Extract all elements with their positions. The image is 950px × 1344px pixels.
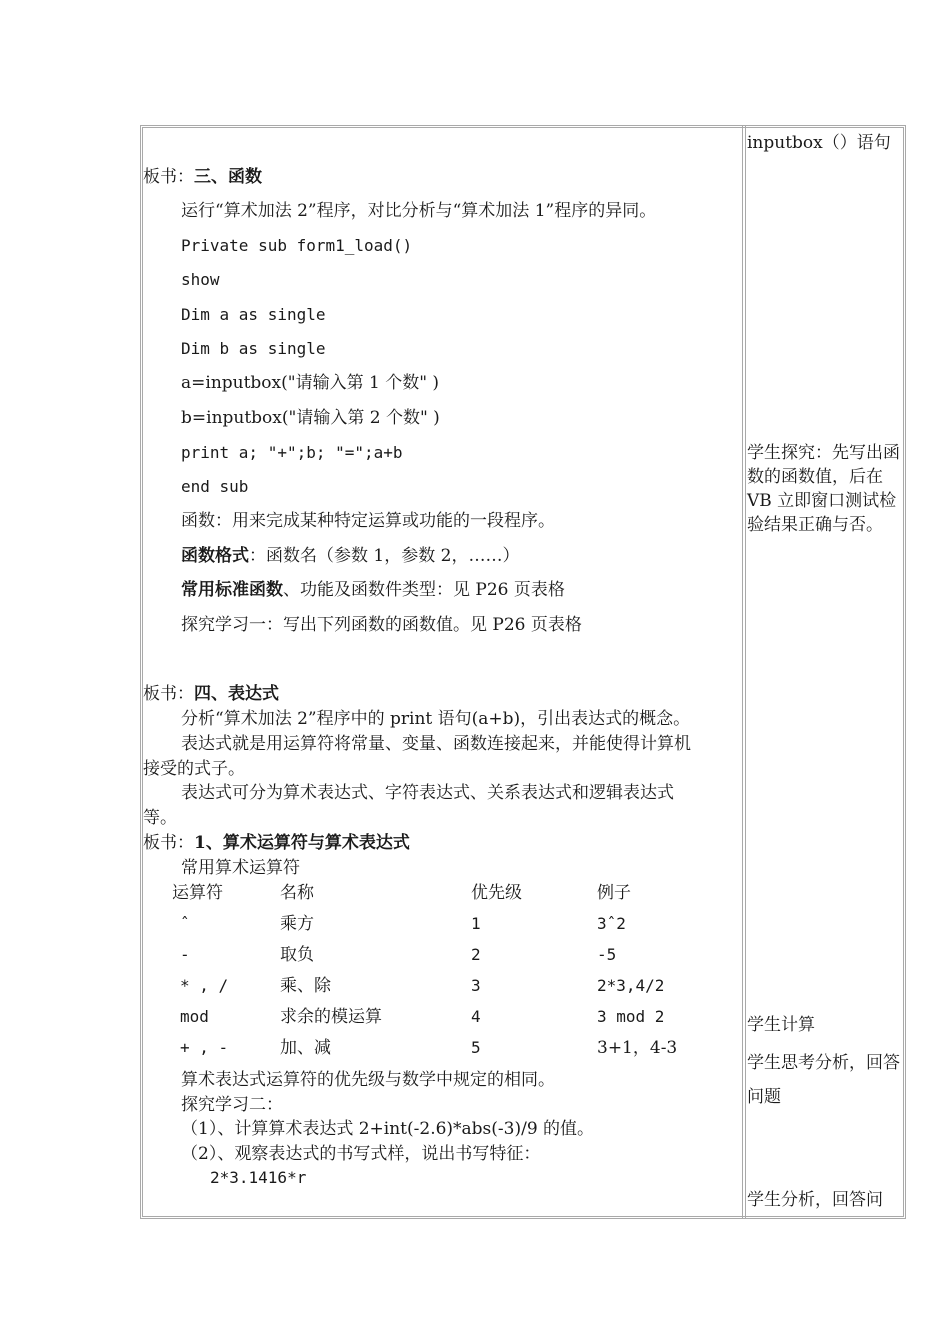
table-cell: 求余的模运算: [280, 1007, 382, 1027]
explore-two-question-2: （2）、观察表达式的书写式样，说出书写特征：: [181, 1144, 541, 1164]
table-cell: 2*3,4/2: [597, 976, 665, 995]
expression-types: 表达式可分为算术表达式、字符表达式、关系表达式和逻辑表达式: [181, 783, 674, 803]
heading-arithmetic: [143, 833, 410, 853]
table-cell: mod: [180, 1007, 209, 1026]
code-line: show: [181, 270, 220, 289]
table-cell: 3 mod 2: [597, 1007, 665, 1026]
table-cell: -: [180, 945, 190, 964]
code-line: end sub: [181, 477, 249, 496]
expression-definition-cont: 接受的式子。: [143, 759, 245, 779]
side-note-calculate: 学生计算: [747, 1015, 815, 1035]
heading-prefix: 板书：: [143, 167, 194, 187]
operators-title: 常用算术运算符: [181, 858, 300, 878]
table-cell: 2: [471, 945, 481, 964]
table-header: 名称: [280, 883, 314, 903]
code-line: a=inputbox("请输入第 1 个数" ): [181, 373, 440, 393]
table-header: 运算符: [172, 883, 223, 903]
intro-text: 运行“算术加法 2”程序，对比分析与“算术加法 1”程序的异同。: [181, 201, 657, 221]
analysis-text: 分析“算术加法 2”程序中的 print 语句(a+b)，引出表达式的概念。: [181, 709, 691, 729]
priority-note: 算术表达式运算符的优先级与数学中规定的相同。: [181, 1070, 555, 1090]
table-header: 优先级: [471, 883, 522, 903]
table-cell: 3ˆ2: [597, 914, 626, 933]
table-cell: 3+1，4-3: [597, 1038, 678, 1058]
standard-functions: [181, 580, 565, 600]
heading-text: 1、算术运算符与算术表达式: [194, 833, 410, 853]
function-definition: 函数：用来完成某种特定运算或功能的一段程序。: [181, 511, 555, 531]
code-line: Private sub form1_load(): [181, 236, 413, 255]
side-note-explore: 学生探究：先写出函数的函数值，后在 VB 立即窗口测试检验结果正确与否。: [747, 443, 900, 535]
side-note-inputbox: inputbox（）语句: [747, 133, 891, 153]
expression-types-cont: 等。: [143, 808, 177, 828]
code-line: Dim b as single: [181, 339, 326, 358]
explore-one: 探究学习一：写出下列函数的函数值。见 P26 页表格: [181, 615, 582, 635]
explore-two-question-1: （1）、计算算术表达式 2+int(-2.6)*abs(-3)/9 的值。: [181, 1119, 595, 1139]
table-cell: 取负: [280, 945, 314, 965]
side-note-think: 学生思考分析，回答问题: [747, 1053, 900, 1107]
table-cell: 加、减: [280, 1038, 331, 1058]
table-header: 例子: [597, 883, 631, 903]
standard-functions-label: 常用标准函数: [181, 580, 283, 600]
table-cell: 4: [471, 1007, 481, 1026]
table-cell: 乘方: [280, 914, 314, 934]
heading-prefix: 板书：: [143, 684, 194, 704]
side-note-analyze: 学生分析，回答问: [747, 1190, 883, 1210]
table-cell: * , /: [180, 976, 229, 995]
expression-definition: 表达式就是用运算符将常量、变量、函数连接起来，并能使得计算机: [181, 734, 691, 754]
function-format: [181, 546, 519, 566]
code-line: Dim a as single: [181, 305, 326, 324]
standard-functions-text: 、功能及函数件类型：见 P26 页表格: [283, 580, 565, 600]
heading-text: 四、表达式: [194, 684, 279, 704]
code-line: print a; "+";b; "=";a+b: [181, 443, 403, 462]
function-format-label: 函数格式: [181, 546, 249, 566]
explore-two: 探究学习二：: [181, 1095, 283, 1115]
table-cell: 1: [471, 914, 481, 933]
table-cell: ˆ: [180, 914, 190, 933]
function-format-text: ：函数名（参数 1，参数 2，……）: [249, 546, 520, 566]
heading-text: 三、函数: [194, 167, 262, 187]
table-cell: 3: [471, 976, 481, 995]
table-cell: + , -: [180, 1038, 229, 1057]
column-divider: [742, 125, 746, 1219]
table-cell: 5: [471, 1038, 481, 1057]
table-cell: -5: [597, 945, 617, 964]
table-cell: 乘、除: [280, 976, 331, 996]
code-line: b=inputbox("请输入第 2 个数" ): [181, 408, 440, 428]
heading-expressions: [143, 684, 279, 704]
heading-prefix: 板书：: [143, 833, 194, 853]
explore-two-expression: 2*3.1416*r: [210, 1168, 307, 1187]
heading-functions: [143, 167, 262, 187]
